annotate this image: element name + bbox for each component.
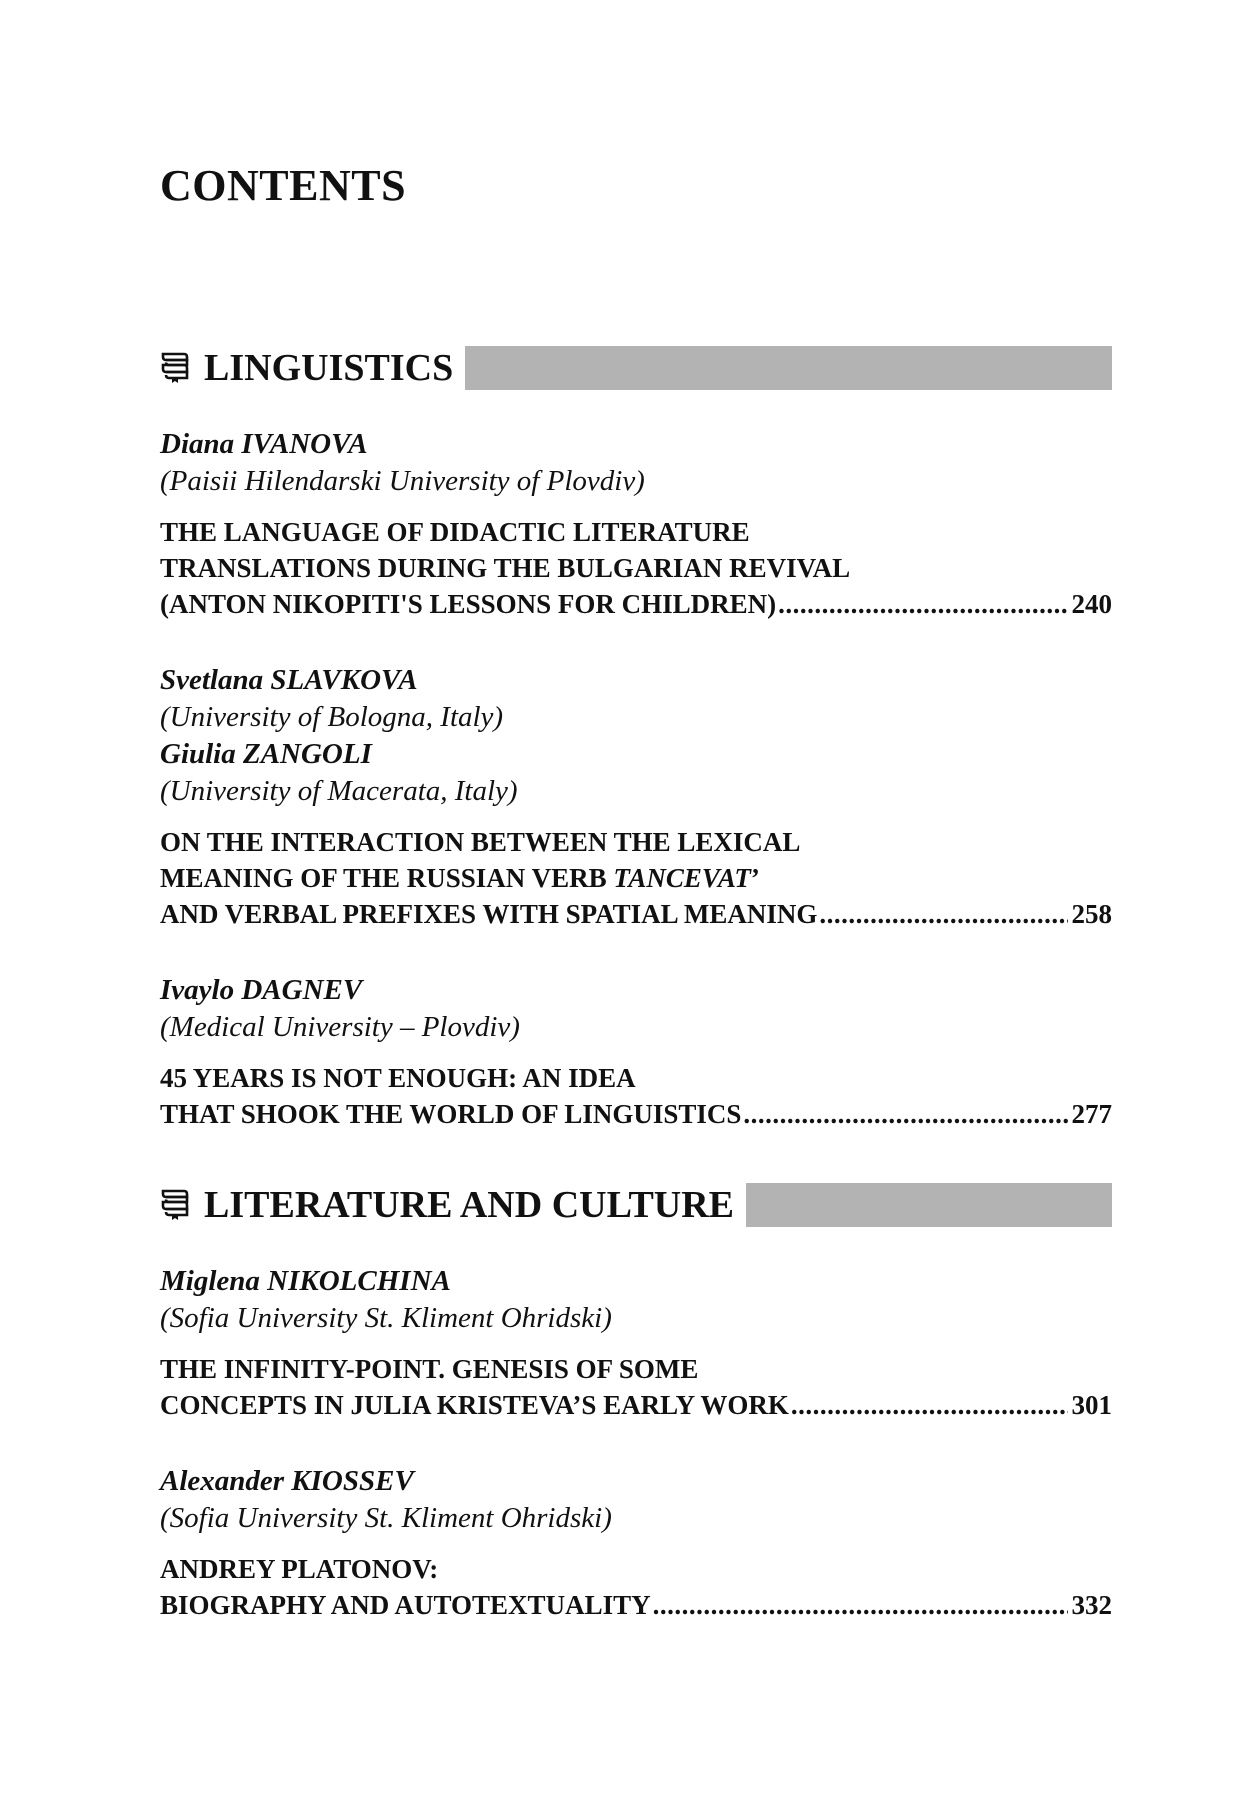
section-header (160, 1181, 1112, 1229)
title-italic-word: TANCEVAT (613, 863, 751, 893)
article-title-line: AND VERBAL PREFIXES WITH SPATIAL MEANING (160, 899, 818, 929)
article-title-line-mixed (160, 860, 1112, 896)
toc-entry[interactable] (160, 426, 1112, 622)
dot-leader (653, 1587, 1068, 1623)
toc-entry[interactable] (160, 662, 1112, 932)
page-number[interactable]: 240 (1071, 589, 1112, 619)
article-title-last-line (160, 1587, 1112, 1623)
article-title (160, 1551, 1112, 1623)
toc-entry[interactable] (160, 1263, 1112, 1423)
author-affiliation: (University of Macerata, Italy) (160, 775, 518, 807)
article-title-last-line (160, 1387, 1112, 1423)
page-number[interactable]: 332 (1071, 1590, 1112, 1620)
author-affiliation: (Sofia University St. Kliment Ohridski) (160, 1502, 612, 1534)
article-title-line: TRANSLATIONS DURING THE BULGARIAN REVIVAL (160, 553, 851, 583)
author-name: Diana IVANOVA (160, 428, 368, 460)
dot-leader (791, 1387, 1068, 1423)
author-name: Alexander KIOSSEV (160, 1465, 414, 1497)
author-name: Giulia ZANGOLI (160, 738, 372, 770)
article-title (160, 1351, 1112, 1423)
section-title: LITERATURE AND CULTURE (204, 1184, 735, 1226)
article-title-line: THE INFINITY-POINT. GENESIS OF SOME (160, 1354, 699, 1384)
section-header (160, 344, 1112, 392)
title-text: MEANING OF THE RUSSIAN VERB (160, 863, 614, 893)
author-affiliation: (Sofia University St. Kliment Ohridski) (160, 1302, 612, 1334)
article-title-line: CONCEPTS IN JULIA KRISTEVA’S EARLY WORK (160, 1390, 789, 1420)
article-title-last-line (160, 586, 1112, 622)
dot-leader (819, 896, 1067, 932)
page-title: CONTENTS (160, 161, 407, 210)
book-stack-icon (160, 351, 190, 385)
article-title-last-line (160, 1096, 1112, 1132)
author-affiliation: (Paisii Hilendarski University of Plovdiv) (160, 465, 645, 497)
article-title-line: THAT SHOOK THE WORLD OF LINGUISTICS (160, 1099, 742, 1129)
dot-leader (778, 586, 1067, 622)
article-title (160, 824, 1112, 932)
section-literature-and-culture (160, 1181, 1112, 1663)
dot-leader (743, 1096, 1067, 1132)
article-title-line: 45 YEARS IS NOT ENOUGH: AN IDEA (160, 1063, 636, 1093)
article-title-line: THE LANGUAGE OF DIDACTIC LITERATURE (160, 517, 750, 547)
article-title-last-line (160, 896, 1112, 932)
article-title-line: ANDREY PLATONOV: (160, 1554, 439, 1584)
author-affiliation: (University of Bologna, Italy) (160, 701, 504, 733)
article-title-line: BIOGRAPHY AND AUTOTEXTUALITY (160, 1590, 651, 1620)
page-number[interactable]: 301 (1071, 1390, 1112, 1420)
toc-entry[interactable] (160, 972, 1112, 1132)
author-name: Svetlana SLAVKOVA (160, 664, 418, 696)
article-title (160, 1060, 1112, 1132)
article-title-line: ON THE INTERACTION BETWEEN THE LEXICAL (160, 827, 801, 857)
toc-entry[interactable] (160, 1463, 1112, 1623)
page-number[interactable]: 277 (1071, 1099, 1112, 1129)
article-title (160, 514, 1112, 622)
author-name: Miglena NIKOLCHINA (160, 1265, 451, 1297)
author-affiliation: (Medical University – Plovdiv) (160, 1011, 520, 1043)
section-divider-bar (746, 1183, 1112, 1227)
title-text: ’ (750, 863, 760, 893)
section-divider-bar (465, 346, 1112, 390)
page-number[interactable]: 258 (1071, 899, 1112, 929)
section-title: LINGUISTICS (204, 347, 454, 389)
article-title-line: (ANTON NIKOPITI'S LESSONS FOR CHILDREN) (160, 589, 777, 619)
author-name: Ivaylo DAGNEV (160, 974, 363, 1006)
section-linguistics (160, 344, 1112, 1172)
book-stack-icon (160, 1188, 190, 1222)
